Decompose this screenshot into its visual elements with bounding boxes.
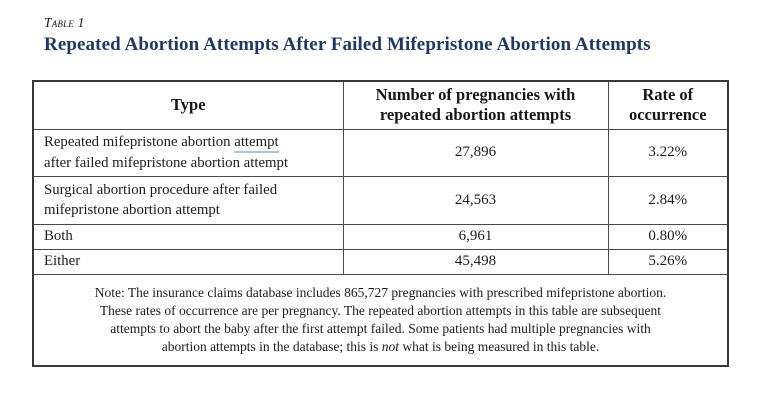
row1-type-text: Repeated mifepristone abortion	[44, 134, 235, 150]
row1-rate-cell: 3.22%	[608, 129, 728, 176]
row4-count-cell: 45,498	[343, 249, 608, 274]
note-line4-text-end: what is being measured in this table.	[399, 338, 600, 354]
note-line4-text: abortion attempts in the database; this is	[161, 338, 382, 354]
header-type	[33, 81, 343, 129]
row2-type-line2: mifepristone abortion attempt	[44, 202, 220, 218]
table-header-row	[33, 81, 728, 129]
table-row-both	[33, 224, 728, 249]
row4-rate-cell: 5.26%	[608, 249, 728, 274]
row3-rate-cell: 0.80%	[608, 224, 728, 249]
grammar-underlined-word: attempt	[234, 134, 278, 153]
note-line2: These rates of occurrence are per pregnancy. The repeated abortion attempts in this table are subsequent	[99, 302, 662, 318]
table-caption: Table 1	[44, 15, 85, 30]
row1-type-line2: after failed mifepristone abortion attempt	[44, 154, 289, 171]
row3-type-cell: Both	[33, 224, 343, 249]
header-count	[343, 81, 608, 129]
row2-count-cell: 24,563	[343, 176, 608, 224]
note-line4-italic-word: not	[381, 338, 400, 354]
note-line1: Note: The insurance claims database includes 865,727 pregnancies with prescribed mifepristone abortion.	[94, 284, 667, 300]
row1-count-cell: 27,896	[343, 129, 608, 176]
table-note	[33, 274, 728, 366]
header-rate-line1: Rate of	[642, 85, 694, 105]
row4-type-cell: Either	[33, 249, 343, 274]
row1-type-line1	[44, 132, 339, 153]
row2-type-line1: Surgical abortion procedure after failed	[44, 181, 278, 198]
row2-rate-cell: 2.84%	[608, 176, 728, 224]
note-line4	[38, 338, 723, 356]
results-table	[32, 80, 729, 367]
header-count-line1: Number of pregnancies with	[375, 85, 576, 105]
note-line3: attempts to abort the baby after the first attempt failed. Some patients had multiple pregnancies with	[110, 320, 651, 336]
header-type-label: Type	[170, 95, 206, 115]
table-row-either	[33, 249, 728, 274]
header-rate	[608, 81, 728, 129]
row3-count-cell: 6,961	[343, 224, 608, 249]
table-note-row	[33, 274, 728, 366]
table-title: Repeated Abortion Attempts After Failed Mifepristone Abortion Attempts	[44, 34, 651, 55]
header-count-line2: repeated abortion attempts	[379, 105, 572, 125]
header-rate-line2: occurrence	[628, 105, 707, 125]
row2-type-cell	[33, 176, 343, 224]
table-row-surgical	[33, 176, 728, 224]
row1-type-cell	[33, 129, 343, 176]
table-row-repeated-mifepristone	[33, 129, 728, 176]
